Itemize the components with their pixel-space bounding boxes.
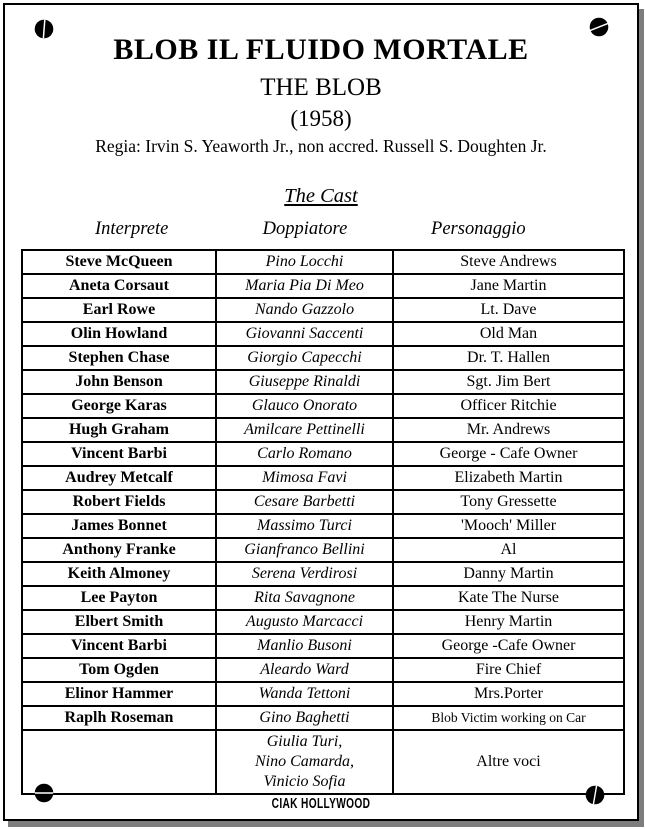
cast-row (22, 250, 624, 274)
cast-row (22, 418, 624, 442)
column-header-personaggio: Personaggio (431, 218, 526, 239)
interprete-cell: Elbert Smith (22, 610, 216, 634)
personaggio-cell: Blob Victim working on Car (393, 706, 624, 730)
doppiatore-cell: Glauco Onorato (216, 394, 393, 418)
cast-column-headers (45, 219, 565, 240)
doppiatore-cell: Massimo Turci (216, 514, 393, 538)
movie-title: BLOB IL FLUIDO MORTALE (113, 33, 529, 66)
cast-row (22, 538, 624, 562)
release-year: (1958) (290, 106, 352, 132)
doppiatore-cell: Carlo Romano (216, 442, 393, 466)
personaggio-cell: George -Cafe Owner (393, 634, 624, 658)
personaggio-cell: Officer Ritchie (393, 394, 624, 418)
interprete-cell: George Karas (22, 394, 216, 418)
doppiatore-cell: Augusto Marcacci (216, 610, 393, 634)
document-content (5, 33, 637, 795)
interprete-cell: Steve McQueen (22, 250, 216, 274)
doppiatore-cell: Cesare Barbetti (216, 490, 393, 514)
cast-row (22, 346, 624, 370)
cast-heading-wrap (5, 185, 637, 208)
interprete-cell: Lee Payton (22, 586, 216, 610)
cast-row (22, 322, 624, 346)
personaggio-cell: Elizabeth Martin (393, 466, 624, 490)
personaggio-cell: Lt. Dave (393, 298, 624, 322)
personaggio-cell: Sgt. Jim Bert (393, 370, 624, 394)
screw-bottom-right-icon (585, 785, 605, 805)
doppiatore-cell: Amilcare Pettinelli (216, 418, 393, 442)
interprete-cell: Vincent Barbi (22, 634, 216, 658)
cast-row (22, 706, 624, 730)
doppiatore-cell: Giulia Turi, Nino Camarda, Vinicio Sofia (216, 730, 393, 794)
cast-row (22, 562, 624, 586)
doppiatore-cell: Aleardo Ward (216, 658, 393, 682)
cast-table (21, 249, 625, 795)
personaggio-cell: Mrs.Porter (393, 682, 624, 706)
cast-row (22, 442, 624, 466)
doppiatore-cell: Wanda Tettoni (216, 682, 393, 706)
doppiatore-cell: Giorgio Capecchi (216, 346, 393, 370)
personaggio-cell: Steve Andrews (393, 250, 624, 274)
personaggio-cell: Jane Martin (393, 274, 624, 298)
cast-row (22, 730, 624, 794)
interprete-cell: James Bonnet (22, 514, 216, 538)
interprete-cell: John Benson (22, 370, 216, 394)
interprete-cell: Tom Ogden (22, 658, 216, 682)
column-header-interprete: Interprete (95, 218, 169, 239)
cast-row (22, 466, 624, 490)
cast-row (22, 298, 624, 322)
interprete-cell: Anthony Franke (22, 538, 216, 562)
doppiatore-cell: Manlio Busoni (216, 634, 393, 658)
cast-row (22, 490, 624, 514)
cast-heading: The Cast (284, 184, 358, 207)
screw-bottom-left-icon (34, 783, 54, 803)
cast-row (22, 514, 624, 538)
screw-top-right-icon (589, 17, 609, 37)
cast-row (22, 586, 624, 610)
personaggio-cell: George - Cafe Owner (393, 442, 624, 466)
interprete-cell: Stephen Chase (22, 346, 216, 370)
interprete-cell: Robert Fields (22, 490, 216, 514)
cast-row (22, 610, 624, 634)
doppiatore-cell: Gianfranco Bellini (216, 538, 393, 562)
personaggio-cell: Henry Martin (393, 610, 624, 634)
page-frame (3, 3, 639, 821)
personaggio-cell: 'Mooch' Miller (393, 514, 624, 538)
cast-table-body (22, 250, 624, 794)
interprete-cell: Elinor Hammer (22, 682, 216, 706)
cast-row (22, 394, 624, 418)
interprete-cell: Raplh Roseman (22, 706, 216, 730)
personaggio-cell: Al (393, 538, 624, 562)
doppiatore-cell: Rita Savagnone (216, 586, 393, 610)
original-title: THE BLOB (260, 73, 382, 101)
personaggio-cell: Danny Martin (393, 562, 624, 586)
interprete-cell: Aneta Corsaut (22, 274, 216, 298)
personaggio-cell: Tony Gressette (393, 490, 624, 514)
screw-top-left-icon (34, 19, 54, 39)
interprete-cell: Vincent Barbi (22, 442, 216, 466)
doppiatore-cell: Giovanni Saccenti (216, 322, 393, 346)
footer-logo: CIAK HOLLYWOOD (271, 796, 371, 812)
personaggio-cell: Old Man (393, 322, 624, 346)
doppiatore-cell: Mimosa Favi (216, 466, 393, 490)
doppiatore-cell: Serena Verdirosi (216, 562, 393, 586)
doppiatore-cell: Gino Baghetti (216, 706, 393, 730)
cast-row (22, 370, 624, 394)
personaggio-cell: Kate The Nurse (393, 586, 624, 610)
cast-row (22, 658, 624, 682)
cast-row (22, 634, 624, 658)
personaggio-cell: Dr. T. Hallen (393, 346, 624, 370)
director-credit: Regia: Irvin S. Yeaworth Jr., non accred. Russell S. Doughten Jr. (95, 135, 547, 156)
interprete-cell: Hugh Graham (22, 418, 216, 442)
doppiatore-cell: Giuseppe Rinaldi (216, 370, 393, 394)
personaggio-cell: Altre voci (393, 730, 624, 794)
interprete-cell: Earl Rowe (22, 298, 216, 322)
personaggio-cell: Fire Chief (393, 658, 624, 682)
doppiatore-cell: Nando Gazzolo (216, 298, 393, 322)
column-header-doppiatore: Doppiatore (262, 218, 348, 239)
interprete-cell: Audrey Metcalf (22, 466, 216, 490)
personaggio-cell: Mr. Andrews (393, 418, 624, 442)
interprete-cell: Olin Howland (22, 322, 216, 346)
doppiatore-cell: Maria Pia Di Meo (216, 274, 393, 298)
cast-row (22, 274, 624, 298)
cast-row (22, 682, 624, 706)
doppiatore-cell: Pino Locchi (216, 250, 393, 274)
interprete-cell: Keith Almoney (22, 562, 216, 586)
